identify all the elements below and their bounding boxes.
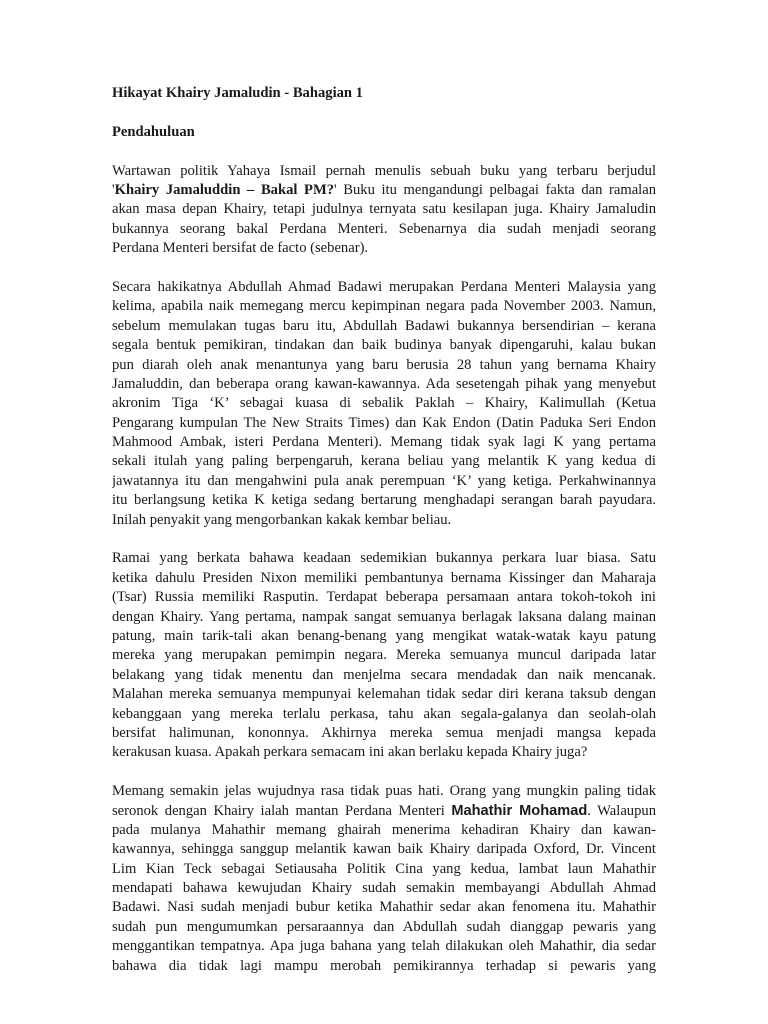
text-line: bersifat halimunan, kononnya. Akhirnya mereka semua menjadi mangsa kepada bbox=[112, 724, 656, 741]
text-line: Badawi. Nasi sudah menjadi bubur ketika Mahathir sedar akan fenomena itu. Mahathir bbox=[112, 899, 656, 916]
paragraph bbox=[112, 549, 656, 762]
text-line: kerakusan kuasa. Apakah perkara semacam ini akan berlaku kepada Khairy juga? bbox=[112, 744, 588, 761]
paragraph bbox=[112, 782, 656, 976]
text-line: akronim Tiga ‘K’ sebagai kuasa di sebalik Paklah – Khairy, Kalimullah (Ketua bbox=[112, 395, 656, 412]
text-line: segala bentuk pemikiran, tindakan dan baik budinya banyak dipengaruhi, kalau bukan bbox=[112, 337, 656, 354]
text-line: ketika dahulu Presiden Nixon memiliki pembantunya bernama Kissinger dan Maharaja bbox=[112, 569, 656, 586]
text-line: Perdana Menteri bersifat de facto (sebenar). bbox=[112, 240, 369, 257]
document-title: Hikayat Khairy Jamaludin - Bahagian 1 bbox=[112, 85, 363, 101]
text-line: mereka yang merupakan pemimpin negara. Mereka semuanya muncul daripada latar bbox=[112, 647, 656, 664]
text-line: bukannya seorang bakal Perdana Menteri. Sebenarnya dia sudah menjadi seorang bbox=[112, 220, 656, 237]
text-line: patung, main tarik-tali akan benang-benang yang mengikat watak-watak kayu patung bbox=[112, 628, 656, 644]
text-line: menggantikan tempatnya. Apa juga bahana yang telah dilakukan oleh Mahathir, dia sedar bbox=[112, 938, 656, 955]
text-line: belakang yang tidak menentu dan menjelma secara mendadak dan naik mencanak. bbox=[112, 666, 656, 683]
text-line: Ramai yang berkata bahawa keadaan sedemikian bukannya perkara luar biasa. Satu bbox=[112, 550, 656, 567]
text-line: kebanggaan yang mereka terlalu perkasa, tahu akan segala-galanya dan seolah-olah bbox=[112, 705, 656, 722]
paragraph bbox=[112, 278, 656, 530]
document-page bbox=[112, 84, 656, 995]
text-line: jawatannya itu dan mengahwini pula anak perempuan ‘K’ yang ketiga. Perkahwinannya bbox=[112, 472, 656, 489]
section-heading: Pendahuluan bbox=[112, 123, 195, 140]
text-line: itu berlangsung ketika K ketiga sedang bertarung menghadapi serangan barah payudara. bbox=[112, 492, 656, 509]
text-line: mendapati bahawa kewujudan Khairy sudah semakin membayangi Abdullah Ahmad bbox=[112, 880, 656, 897]
text-line: Jamaluddin, dan beberapa orang kawan-kawannya. Ada sesetengah pihak yang menyebut bbox=[112, 375, 656, 392]
text-line: Wartawan politik Yahaya Ismail pernah menulis sebuah buku yang terbaru berjudul bbox=[112, 162, 656, 179]
text-line: Inilah penyakit yang mengorbankan kakak kembar beliau. bbox=[112, 511, 452, 528]
text-line: kawannya, sehingga sanggup melantik kawan baik Khairy daripada Oxford, Dr. Vincent bbox=[112, 841, 656, 858]
text-line: sebelum memulakan tugas baru itu, Abdullah Badawi bukannya bersendirian – kerana bbox=[112, 317, 656, 334]
text-line: Pengarang kumpulan The New Straits Times) dan Kak Endon (Datin Paduka Seri Endon bbox=[112, 414, 656, 431]
text-line: Malahan mereka semuanya mempunyai kelemahan tidak sedar diri kerana taksub dengan bbox=[112, 686, 656, 703]
text-line: seronok dengan Khairy ialah mantan Perdana Menteri Mahathir Mohamad. Walaupun bbox=[112, 802, 656, 819]
text-line: (Tsar) Russia memiliki Rasputin. Terdapat beberapa persamaan antara tokoh-tokoh ini bbox=[112, 589, 656, 606]
text-line: pada mulanya Mahathir memang ghairah menerima kehadiran Khairy dan kawan- bbox=[112, 821, 656, 838]
text-line: 'Khairy Jamaluddin – Bakal PM?' Buku itu mengandungi pelbagai fakta dan ramalan bbox=[112, 181, 656, 198]
text-line: dengan Khairy. Yang pertama, nampak sangat semuanya berlagak laksana dalang mainan bbox=[112, 608, 656, 625]
text-line: bahawa dia tidak lagi mampu merobah pemikirannya terhadap si pewaris yang bbox=[112, 957, 656, 974]
person-name: Mahathir Mohamad bbox=[451, 802, 588, 819]
book-title: Khairy Jamaluddin – Bakal PM? bbox=[114, 181, 335, 198]
text-line: sudah pun mengumumkan persaraannya dan Abdullah sudah dianggap pewaris yang bbox=[112, 918, 656, 935]
text-line: akan masa depan Khairy, tetapi judulnya ternyata satu kesilapan juga. Khairy Jamaludin bbox=[112, 201, 656, 218]
text-line: Lim Kian Teck sebagai Setiausaha Politik Cina yang kedua, lambat laun Mahathir bbox=[112, 860, 656, 877]
text-line: Mahmood Ambak, isteri Perdana Menteri). Memang tidak syak lagi K yang pertama bbox=[112, 434, 656, 451]
text-line: Memang semakin jelas wujudnya rasa tidak puas hati. Orang yang mungkin paling tidak bbox=[112, 783, 656, 800]
text-line: Secara hakikatnya Abdullah Ahmad Badawi merupakan Perdana Menteri Malaysia yang bbox=[112, 278, 656, 295]
paragraph bbox=[112, 162, 656, 259]
text-line: sekali itulah yang paling berpengaruh, kerana beliau yang melantik K yang kedua di bbox=[112, 453, 656, 470]
text-line: kelima, apabila naik memegang mercu kepimpinan negara pada November 2003. Namun, bbox=[112, 298, 656, 315]
text-line: pun diarah oleh anak menantunya yang baru berusia 28 tahun yang bernama Khairy bbox=[112, 356, 656, 373]
